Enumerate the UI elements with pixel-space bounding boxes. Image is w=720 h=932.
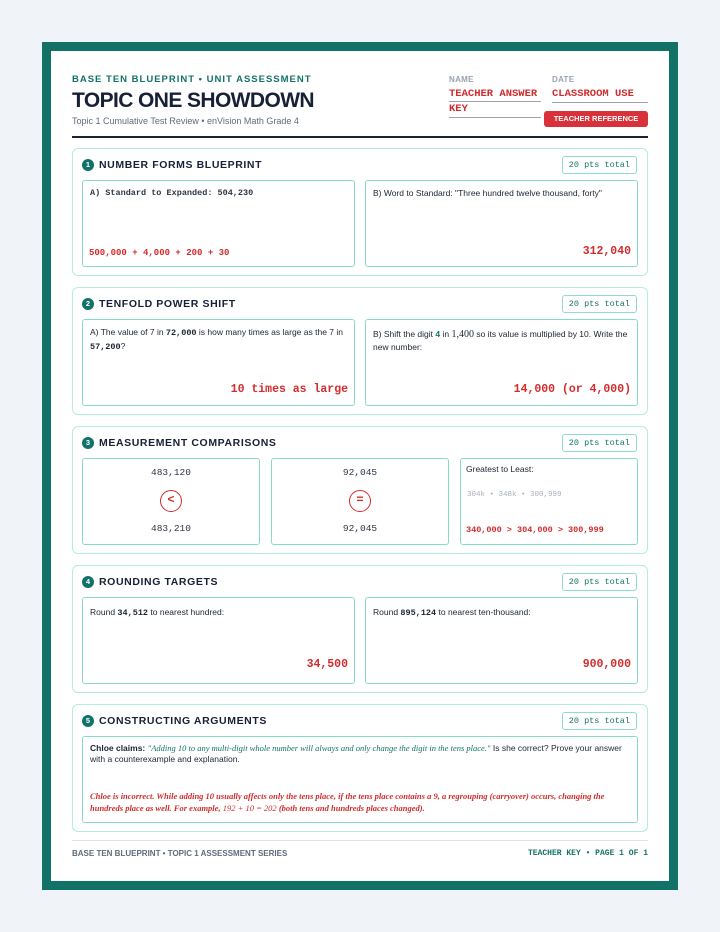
ordering-hint: 304k • 348k • 300,999 [467,491,562,499]
question-prompt: B) Shift the digit 4 in 1,400 so its value is multiplied by 10. Write the new number: [373,329,628,352]
section-number-badge: 3 [82,437,94,449]
argument-box[interactable] [82,736,638,823]
points-badge: 20 pts total [562,295,637,313]
section-number-badge: 2 [82,298,94,310]
section-tenfold-power [72,287,648,415]
comparison-box-1[interactable] [82,458,260,545]
section-number-badge: 1 [82,159,94,171]
section-title: TENFOLD POWER SHIFT [99,298,236,310]
date-field[interactable] [552,75,648,103]
comparison-symbol: = [349,490,371,512]
comparison-bottom-value: 92,045 [342,523,378,534]
comparison-top-value: 92,045 [342,467,378,478]
points-badge: 20 pts total [562,573,637,591]
points-badge: 20 pts total [562,712,637,730]
answer-box-a[interactable] [82,319,355,406]
answer-text: 900,000 [582,658,631,671]
answer-box-a[interactable] [82,597,355,684]
section-number-badge: 5 [82,715,94,727]
answer-box-a[interactable] [82,180,355,267]
points-badge: 20 pts total [562,434,637,452]
footer-series: BASE TEN BLUEPRINT • TOPIC 1 ASSESSMENT SERIES [72,849,288,858]
section-title: MEASUREMENT COMPARISONS [99,437,277,449]
section-rounding-targets [72,565,648,693]
name-field[interactable] [449,75,541,118]
footer-page-info: TEACHER KEY • PAGE 1 OF 1 [527,849,648,858]
question-prompt: A) The value of 7 in 72,000 is how many times as large as the 7 in 57,200? [90,327,343,352]
name-value-line2: KEY [449,101,541,116]
answer-text: 500,000 + 4,000 + 200 + 30 [89,248,230,258]
answer-text: 340,000 > 304,000 > 300,999 [466,525,604,535]
date-label: DATE [552,75,575,84]
date-value: CLASSROOM USE [552,87,648,103]
question-prompt: A) Standard to Expanded: 504,230 [90,188,254,198]
section-title: NUMBER FORMS BLUEPRINT [99,159,263,171]
answer-box-b[interactable] [365,319,638,406]
question-prompt: Round 895,124 to nearest ten-thousand: [373,607,531,618]
name-label: NAME [449,75,474,84]
section-measurement-comparisons [72,426,648,554]
footer-divider [72,840,648,841]
section-number-forms [72,148,648,276]
worksheet-page [51,51,669,881]
comparison-symbol: < [160,490,182,512]
section-number-badge: 4 [82,576,94,588]
question-prompt: Chloe claims: "Adding 10 to any multi-digit whole number will always and only change the digit in the tens place." Is she correct? Prove your answer with a counterexample and explanation. [90,743,622,764]
question-prompt: Greatest to Least: [466,464,534,474]
name-value-line1: TEACHER ANSWER [449,88,538,100]
answer-text: 10 times as large [230,383,348,396]
answer-text: 34,500 [306,658,348,671]
header-subtitle: Topic 1 Cumulative Test Review • enVision Math Grade 4 [72,116,299,126]
answer-text: 14,000 (or 4,000) [513,383,631,396]
comparison-top-value: 483,120 [151,467,191,478]
answer-box-b[interactable] [365,597,638,684]
section-title: CONSTRUCTING ARGUMENTS [99,715,267,727]
comparison-box-2[interactable] [271,458,449,545]
teacher-reference-badge: TEACHER REFERENCE [544,111,648,127]
answer-box-b[interactable] [365,180,638,267]
comparison-bottom-value: 483,210 [151,523,191,534]
answer-text: Chloe is incorrect. While adding 10 usually affects only the tens place, if the tens place contains a 9, a regrouping (carryover) occurs, changing the hundreds place as well. For example, 192 + 10 = 202 (both tens and hundreds places changed). [90,791,605,813]
question-prompt: Round 34,512 to nearest hundred: [90,607,225,618]
points-badge: 20 pts total [562,156,637,174]
ordering-box[interactable] [460,458,638,545]
name-value [449,87,541,118]
question-prompt: B) Word to Standard: "Three hundred twelve thousand, forty" [373,188,602,198]
section-title: ROUNDING TARGETS [99,576,219,588]
header-kicker: BASE TEN BLUEPRINT • UNIT ASSESSMENT [72,74,312,85]
header-divider [72,136,648,138]
section-constructing-arguments [72,704,648,832]
page-title: TOPIC ONE SHOWDOWN [72,89,314,112]
answer-text: 312,040 [582,245,631,258]
